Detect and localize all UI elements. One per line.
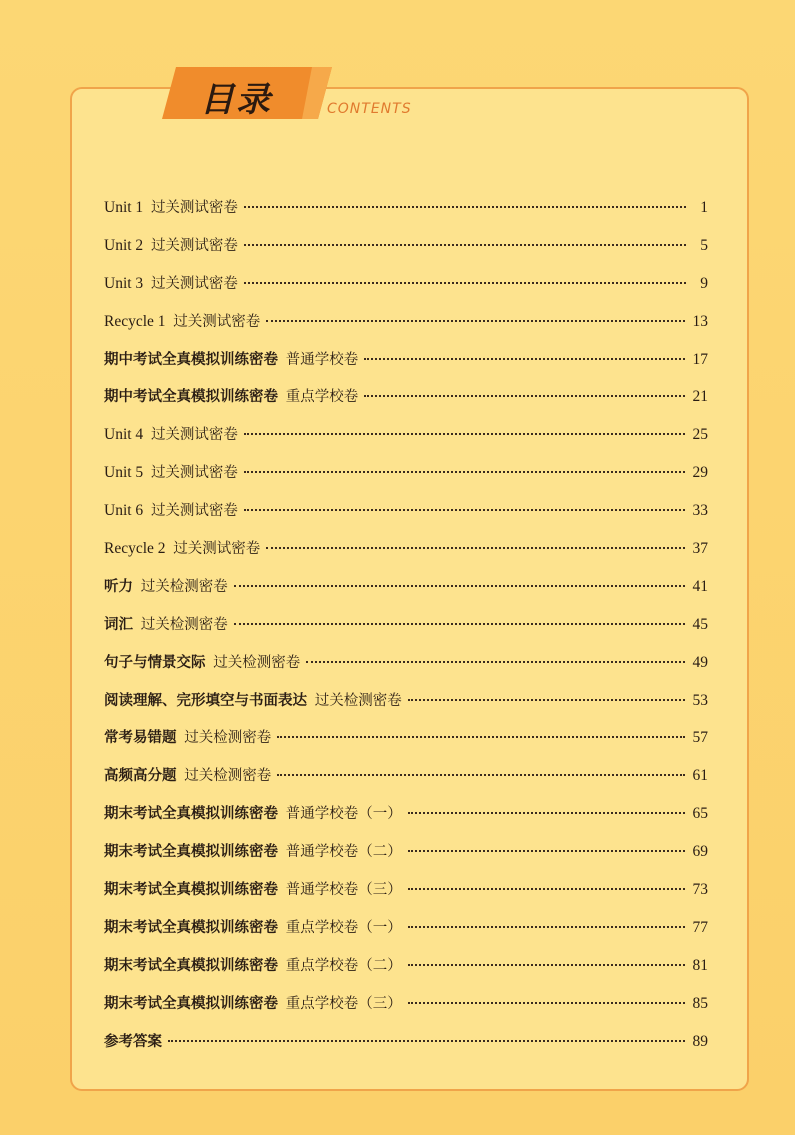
- toc-entry-label: 过关检测密卷: [184, 730, 272, 747]
- toc-entry-label: 过关测试密卷: [150, 465, 238, 482]
- dot-leader: [364, 358, 684, 360]
- toc-entry-title: [104, 423, 238, 444]
- toc-entry-label: 重点学校卷（三）: [285, 995, 402, 1012]
- toc-entry-page: 77: [692, 918, 708, 936]
- toc-entry-title: [104, 878, 402, 899]
- toc-entry[interactable]: [104, 613, 708, 651]
- dot-leader: [244, 471, 685, 473]
- toc-entry-heading: 期末考试全真模拟训练密卷: [104, 882, 278, 899]
- toc-entry-page: 33: [692, 502, 708, 520]
- dot-leader: [364, 395, 684, 397]
- toc-entry-label: 过关测试密卷: [150, 200, 238, 216]
- toc-entry-label: 过关测试密卷: [150, 275, 238, 292]
- dot-leader: [266, 320, 684, 322]
- toc-entry-label: 重点学校卷: [285, 389, 359, 406]
- dot-leader: [244, 206, 686, 208]
- toc-entry-unit: Unit 4: [104, 426, 144, 444]
- toc-entry[interactable]: [104, 537, 708, 575]
- toc-entry-label: 重点学校卷（二）: [285, 957, 402, 974]
- toc-entry-heading: 期末考试全真模拟训练密卷: [104, 995, 278, 1012]
- toc-entry[interactable]: [104, 916, 708, 954]
- toc-entry[interactable]: [104, 764, 708, 802]
- toc-entry-page: 53: [692, 691, 708, 709]
- toc-entry-page: 13: [692, 312, 708, 330]
- toc-entry-label: 普通学校卷（一）: [285, 806, 402, 823]
- toc-entry-title: [104, 764, 271, 785]
- dot-leader: [244, 282, 686, 284]
- toc-entry-page: 21: [692, 388, 708, 406]
- dot-leader: [408, 926, 685, 928]
- dot-leader: [306, 661, 684, 663]
- toc-entry-heading: 阅读理解、完形填空与书面表达: [104, 692, 307, 709]
- toc-entry-unit: Unit 5: [104, 464, 144, 482]
- toc-entry[interactable]: [104, 196, 708, 234]
- toc-entry-label: 重点学校卷（一）: [285, 919, 402, 936]
- toc-entry[interactable]: [104, 310, 708, 348]
- toc-entry-heading: 参考答案: [104, 1033, 162, 1050]
- toc-entry-title: [104, 234, 238, 255]
- toc-entry-title: [104, 613, 228, 634]
- toc-entry-unit: Unit 6: [104, 502, 144, 520]
- toc-entry-heading: 词汇: [104, 616, 133, 633]
- dot-leader: [408, 1002, 685, 1004]
- toc-entry-title: [104, 726, 271, 747]
- toc-entry-page: 65: [692, 805, 708, 823]
- toc-entry-page: 73: [692, 881, 708, 899]
- toc-entry-title: [104, 689, 402, 710]
- toc-entry[interactable]: [104, 840, 708, 878]
- toc-entry-heading: 期末考试全真模拟训练密卷: [104, 957, 278, 974]
- dot-leader: [244, 244, 686, 246]
- toc-entry[interactable]: [104, 385, 708, 423]
- toc-entry-page: 17: [692, 350, 708, 368]
- toc-entry-heading: 句子与情景交际: [104, 654, 206, 671]
- toc-entry[interactable]: [104, 992, 708, 1030]
- dot-leader: [266, 547, 684, 549]
- page-subtitle: CONTENTS: [327, 101, 412, 117]
- toc-entry-title: [104, 954, 402, 975]
- toc-entry-heading: 听力: [104, 578, 133, 595]
- toc-entry-heading: 高频高分题: [104, 768, 177, 785]
- toc-entry[interactable]: [104, 234, 708, 272]
- toc-entry[interactable]: [104, 689, 708, 727]
- toc-entry-title: [104, 802, 402, 823]
- toc-entry-page: 85: [692, 994, 708, 1012]
- toc-entry-title: [104, 385, 358, 406]
- toc-entry-title: [104, 310, 260, 331]
- toc-entry-label: 过关测试密卷: [173, 313, 261, 330]
- dot-leader: [234, 623, 685, 625]
- toc-entry-page: 69: [692, 843, 708, 861]
- toc-entry-page: 49: [692, 653, 708, 671]
- toc-entry-title: [104, 196, 238, 217]
- toc-entry-page: 5: [700, 236, 708, 254]
- toc-entry-label: 过关检测密卷: [140, 578, 228, 595]
- toc-entry-page: 25: [692, 426, 708, 444]
- toc-entry[interactable]: [104, 575, 708, 613]
- toc-entry-title: [104, 499, 238, 520]
- toc-entry-title: [104, 916, 402, 937]
- toc-entry-title: [104, 537, 260, 558]
- toc-entry-title: [104, 272, 238, 293]
- toc-entry-label: 过关检测密卷: [184, 768, 272, 785]
- dot-leader: [408, 850, 685, 852]
- toc-entry[interactable]: [104, 499, 708, 537]
- toc-entry-unit: Recycle 2: [104, 540, 166, 558]
- toc-entry-unit: Recycle 1: [104, 312, 166, 330]
- dot-leader: [408, 964, 685, 966]
- toc-entry-label: 普通学校卷: [285, 351, 359, 368]
- toc-entry-label: 过关测试密卷: [173, 541, 261, 558]
- toc-entry-page: 81: [692, 956, 708, 974]
- toc-entry[interactable]: [104, 1030, 708, 1068]
- toc-entry[interactable]: [104, 272, 708, 310]
- dot-leader: [168, 1040, 685, 1042]
- toc-entry-page: 9: [700, 274, 708, 292]
- toc-entry-page: 41: [692, 577, 708, 595]
- toc-list: [104, 196, 708, 1067]
- toc-entry-unit: Unit 2: [104, 236, 144, 254]
- toc-entry-title: [104, 992, 402, 1013]
- toc-entry-title: [104, 651, 300, 672]
- toc-entry-page: 37: [692, 540, 708, 558]
- toc-entry-page: 57: [692, 729, 708, 747]
- toc-entry-label: 过关检测密卷: [314, 692, 402, 709]
- toc-entry[interactable]: [104, 878, 708, 916]
- dot-leader: [408, 812, 685, 814]
- toc-entry-heading: 期中考试全真模拟训练密卷: [104, 351, 278, 368]
- toc-entry-heading: 期中考试全真模拟训练密卷: [104, 389, 278, 406]
- toc-entry-label: 过关检测密卷: [140, 616, 228, 633]
- toc-entry-title: [104, 840, 402, 861]
- toc-entry[interactable]: [104, 461, 708, 499]
- toc-entry-title: [104, 348, 358, 369]
- toc-entry[interactable]: [104, 954, 708, 992]
- toc-entry-unit: Unit 1: [104, 199, 144, 216]
- dot-leader: [234, 585, 685, 587]
- toc-entry-label: 普通学校卷（二）: [285, 844, 402, 861]
- dot-leader: [277, 736, 684, 738]
- toc-entry[interactable]: [104, 423, 708, 461]
- toc-entry-label: 过关测试密卷: [150, 237, 238, 254]
- toc-entry-title: [104, 575, 228, 596]
- toc-entry-page: 29: [692, 464, 708, 482]
- dot-leader: [277, 774, 684, 776]
- dot-leader: [408, 888, 685, 890]
- toc-entry[interactable]: [104, 802, 708, 840]
- toc-entry-title: [104, 461, 238, 482]
- toc-entry-heading: 常考易错题: [104, 730, 177, 747]
- toc-entry[interactable]: [104, 726, 708, 764]
- toc-entry-label: 过关测试密卷: [150, 503, 238, 520]
- page-title: 目录: [200, 80, 272, 120]
- toc-entry-label: 过关检测密卷: [213, 654, 301, 671]
- toc-entry-page: 1: [700, 199, 708, 216]
- toc-entry-title: [104, 1030, 162, 1051]
- toc-entry-label: 普通学校卷（三）: [285, 882, 402, 899]
- toc-entry-heading: 期末考试全真模拟训练密卷: [104, 919, 278, 936]
- dot-leader: [244, 433, 685, 435]
- dot-leader: [244, 509, 685, 511]
- toc-entry-heading: 期末考试全真模拟训练密卷: [104, 806, 278, 823]
- dot-leader: [408, 699, 685, 701]
- toc-entry-page: 45: [692, 615, 708, 633]
- toc-entry-heading: 期末考试全真模拟训练密卷: [104, 844, 278, 861]
- toc-entry[interactable]: [104, 348, 708, 386]
- toc-entry[interactable]: [104, 651, 708, 689]
- toc-entry-unit: Unit 3: [104, 274, 144, 292]
- toc-entry-page: 89: [692, 1032, 708, 1050]
- toc-entry-page: 61: [692, 767, 708, 785]
- toc-entry-label: 过关测试密卷: [150, 427, 238, 444]
